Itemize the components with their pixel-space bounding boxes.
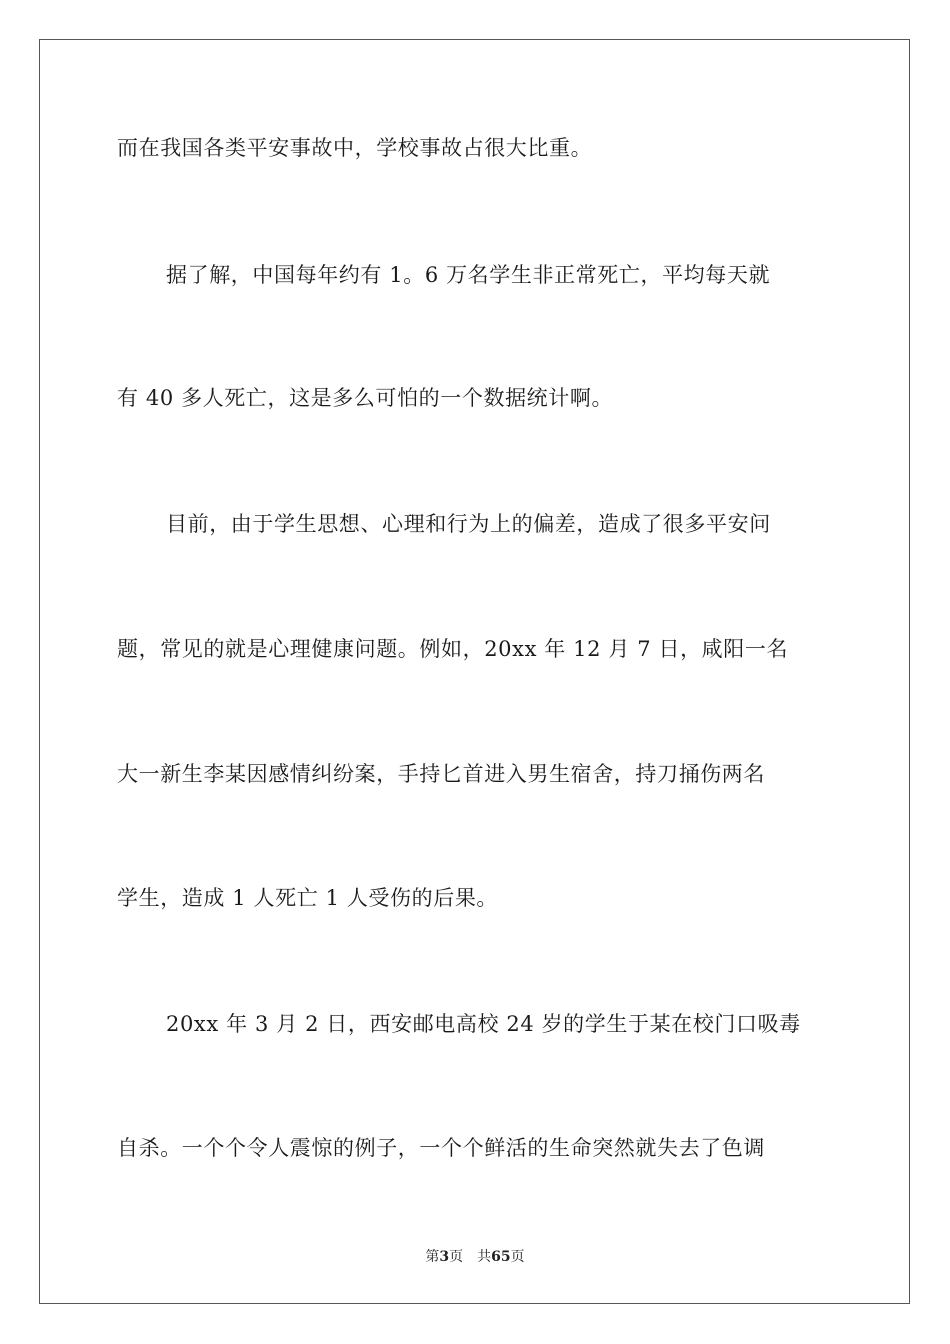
text-line-8: 20xx 年 3 月 2 日，西安邮电高校 24 岁的学生于某在校门口吸毒 [166, 1012, 801, 1036]
text-line-7: 学生，造成 1 人死亡 1 人受伤的后果。 [117, 886, 499, 910]
total-pages: 65 [491, 1249, 511, 1265]
total-prefix: 共 [477, 1249, 492, 1265]
total-suffix: 页 [510, 1249, 525, 1265]
text-line-4: 目前，由于学生思想、心理和行为上的偏差，造成了很多平安问 [166, 512, 771, 536]
page-number: 3 [439, 1249, 450, 1265]
text-line-2: 据了解，中国每年约有 1。6 万名学生非正常死亡，平均每天就 [166, 263, 771, 287]
text-line-5: 题，常见的就是心理健康问题。例如，20xx 年 12 月 7 日，咸阳一名 [117, 637, 789, 661]
page-border [39, 39, 910, 1304]
text-line-1: 而在我国各类平安事故中，学校事故占很大比重。 [117, 136, 593, 160]
page-footer [0, 1247, 950, 1267]
text-line-9: 自杀。一个个令人震惊的例子，一个个鲜活的生命突然就失去了色调 [117, 1136, 765, 1160]
page-prefix: 第 [425, 1249, 440, 1265]
text-line-3: 有 40 多人死亡，这是多么可怕的一个数据统计啊。 [117, 386, 614, 410]
page-suffix: 页 [449, 1249, 464, 1265]
text-line-6: 大一新生李某因感情纠纷案，手持匕首进入男生宿舍，持刀捅伤两名 [117, 762, 765, 786]
